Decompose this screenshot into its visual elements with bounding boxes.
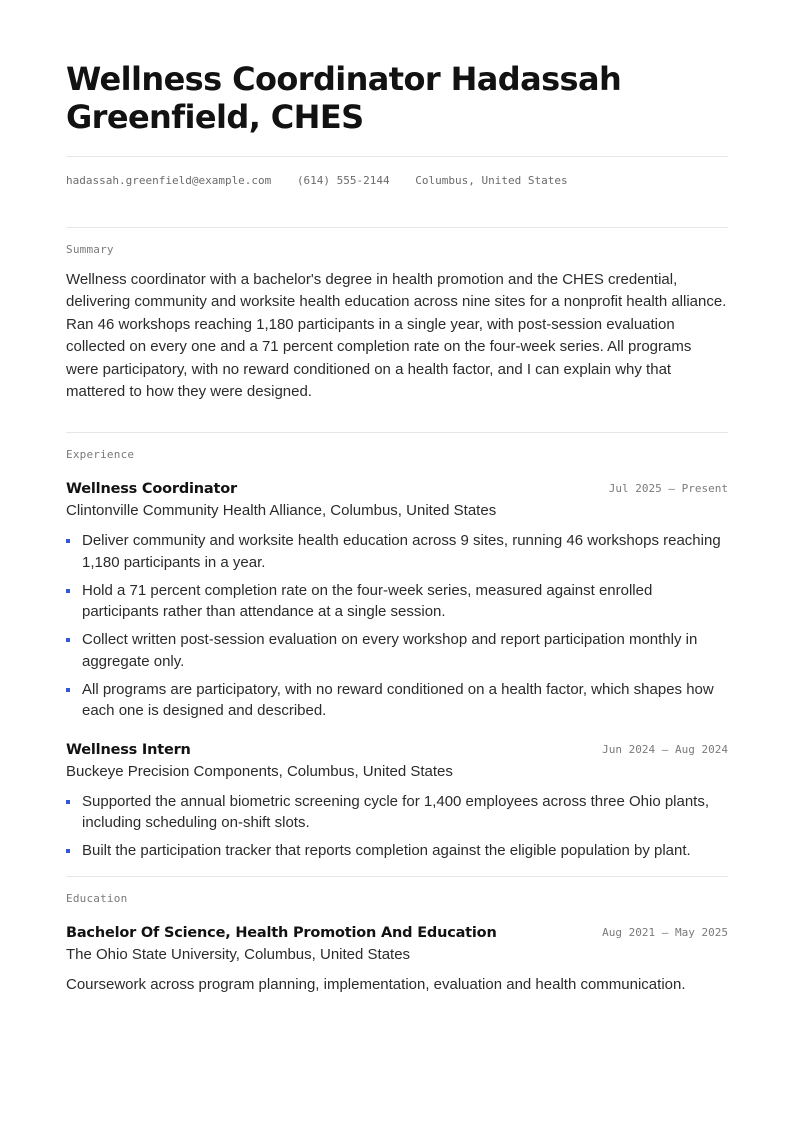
school-name: The Ohio State University, Columbus, United States: [66, 945, 411, 963]
summary-section: [66, 243, 728, 403]
degree-title: Bachelor Of Science, Health Promotion And Education: [66, 924, 497, 941]
experience-section: [66, 448, 728, 862]
education-header: [66, 923, 728, 943]
bullet-text: Hold a 71 percent completion rate on the four-week series, measured against enrolled participants rather than attendance at a single session.: [82, 581, 653, 621]
job-bullets: [66, 530, 728, 722]
divider: [66, 432, 728, 433]
contact-location: Columbus, United States: [415, 174, 568, 187]
job-header: [66, 479, 728, 499]
list-item: [66, 791, 728, 834]
bullet-text: Built the participation tracker that reports completion against the eligible population by plant.: [82, 842, 691, 860]
list-item: [66, 840, 728, 862]
job-title: Wellness Intern: [66, 741, 191, 758]
list-item: [66, 629, 728, 672]
bullet-marker-icon: [66, 849, 70, 853]
list-item: [66, 679, 728, 722]
job-entry: [66, 479, 728, 722]
list-item: [66, 530, 728, 573]
resume-page: [66, 0, 728, 995]
job-title: Wellness Coordinator: [66, 481, 237, 498]
job-entry: [66, 740, 728, 862]
job-organization: Buckeye Precision Components, Columbus, United States: [66, 762, 453, 780]
education-entry: [66, 923, 728, 995]
divider: [66, 227, 728, 228]
education-dates: Aug 2021 — May 2025: [602, 925, 728, 939]
bullet-marker-icon: [66, 539, 70, 543]
bullet-marker-icon: [66, 688, 70, 692]
bullet-text: Collect written post-session evaluation on every workshop and report participation monthly in aggregate only.: [82, 631, 698, 670]
education-description: Coursework across program planning, implementation, evaluation and health communication.: [66, 975, 686, 993]
bullet-text: Supported the annual biometric screening cycle for 1,400 employees across three Ohio plants, including scheduling on-shift slots.: [82, 792, 710, 832]
contact-phone[interactable]: (614) 555-2144: [296, 174, 390, 187]
job-organization: Clintonville Community Health Alliance, Columbus, United States: [66, 502, 497, 520]
bullet-marker-icon: [66, 638, 70, 642]
section-label-summary: Summary: [66, 243, 114, 256]
page-title: Wellness Coordinator Hadassah Greenfield, CHES: [66, 60, 622, 136]
bullet-marker-icon: [66, 800, 70, 804]
divider: [66, 876, 728, 877]
bullet-text: Deliver community and worksite health education across 9 sites, running 46 workshops reaching 1,180 participants in a year.: [82, 532, 721, 571]
job-bullets: [66, 791, 728, 862]
contact-line: [66, 174, 728, 188]
bullet-text: All programs are participatory, with no reward conditioned on a health factor, which shapes how each one is designed and described.: [82, 680, 714, 720]
divider: [66, 156, 728, 157]
education-section: [66, 892, 728, 995]
summary-text: Wellness coordinator with a bachelor's degree in health promotion and the CHES credential, delivering community and worksite health education across nine sites for a nonprofit health alliance. Ran 46 workshops reaching 1,180 participants in a single year, with post-session evaluation collected on every one and a 71 percent completion rate on the four-week series. All programs were participatory, with no reward conditioned on a health factor, and I can explain why that mattered to how they were designed.: [66, 271, 727, 401]
section-label-experience: Experience: [66, 448, 135, 462]
list-item: [66, 580, 728, 623]
job-header: [66, 740, 728, 760]
job-dates: Jul 2025 — Present: [608, 482, 728, 496]
contact-email[interactable]: hadassah.greenfield@example.com: [66, 174, 272, 187]
bullet-marker-icon: [66, 589, 70, 593]
section-label-education: Education: [66, 891, 128, 905]
job-dates: Jun 2024 — Aug 2024: [602, 742, 728, 756]
